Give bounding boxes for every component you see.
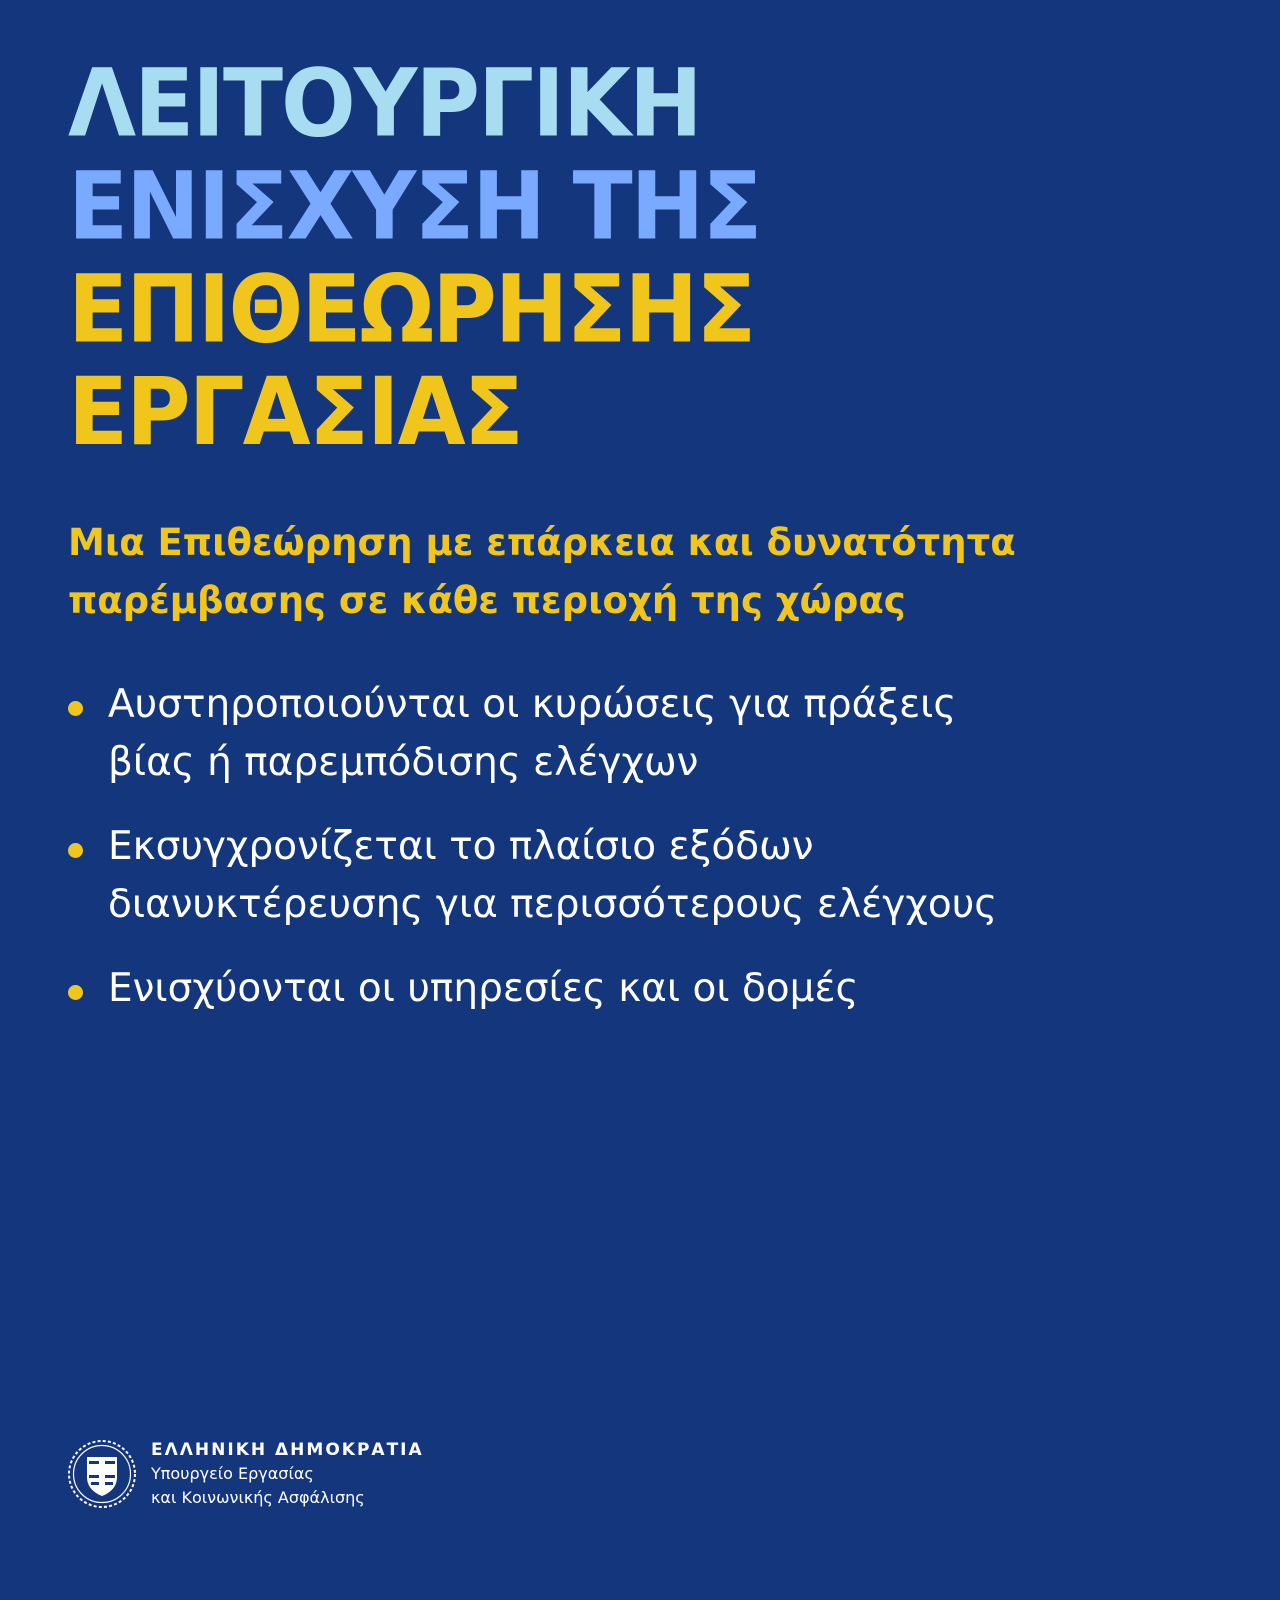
bullet-dot-icon [68,701,83,716]
greek-coat-of-arms-icon [65,1437,139,1511]
footer-logo [65,1436,424,1512]
bullet-line: Αυστηροποιούνται οι κυρώσεις για πράξεις [108,682,957,727]
footer-title: ΕΛΛΗΝΙΚΗ ΔΗΜΟΚΡΑΤΙΑ [151,1440,424,1460]
headline-line-3: ΕΠΙΘΕΩΡΗΣΗΣ [68,254,755,364]
footer-text [151,1438,424,1510]
bullet-text [108,676,1218,792]
subheading-line-1: Μια Επιθεώρηση με επάρκεια και δυνατότητα [68,521,1016,564]
subheading [68,514,1188,630]
bullet-line: διανυκτέρευσης για περισσότερους ελέγχους [108,882,998,927]
headline-line-1: ΛΕΙΤΟΥΡΓΙΚΗ [68,48,701,158]
bullet-text [108,960,1218,1018]
headline-line-4: ΕΡΓΑΣΙΑΣ [68,357,522,467]
bullet-dot-icon [68,985,83,1000]
footer-ministry-line-1: Υπουργείο Εργασίας [151,1464,314,1483]
bullet-item [68,960,1218,1018]
bullet-list [68,676,1218,1044]
footer-ministry-line-2: και Κοινωνικής Ασφάλισης [151,1488,365,1507]
headline [68,48,761,467]
subheading-line-2: παρέμβασης σε κάθε περιοχή της χώρας [68,579,906,622]
bullet-dot-icon [68,843,83,858]
bullet-line: Ενισχύονται οι υπηρεσίες και οι δομές [108,966,859,1011]
bullet-line: βίας ή παρεμπόδισης ελέγχων [108,740,699,785]
bullet-line: Εκσυγχρονίζεται το πλαίσιο εξόδων [108,824,814,869]
bullet-item [68,676,1218,792]
bullet-item [68,818,1218,934]
bullet-text [108,818,1218,934]
headline-line-2: ΕΝΙΣΧΥΣΗ ΤΗΣ [68,151,761,261]
